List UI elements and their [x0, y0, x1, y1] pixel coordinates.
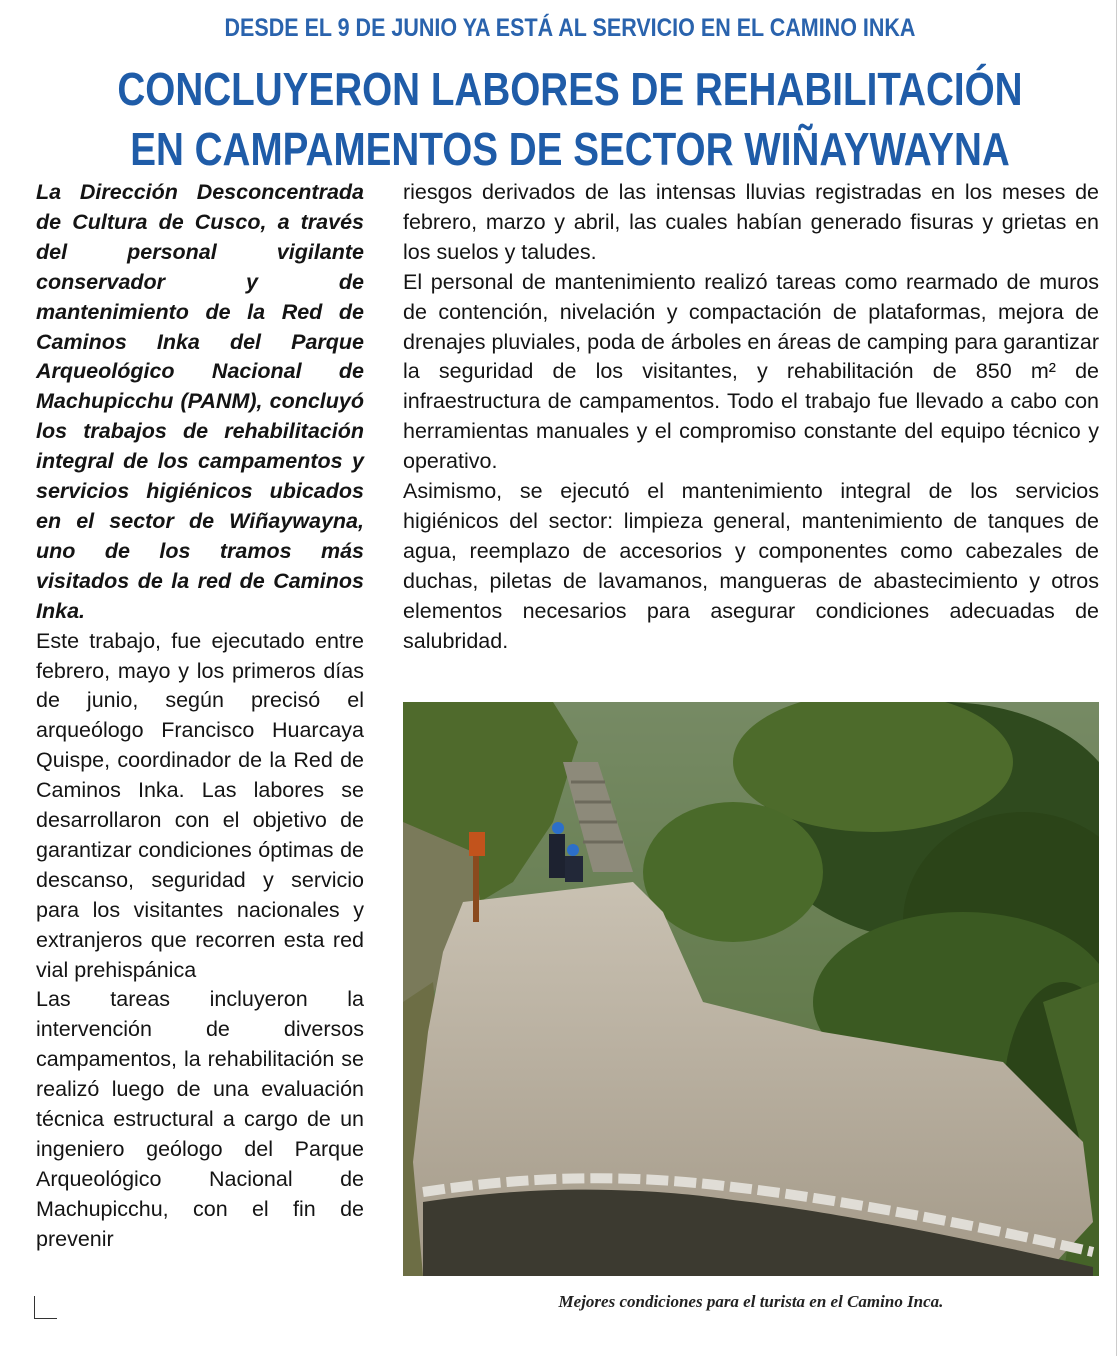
body-paragraph-5: Asimismo, se ejecutó el mantenimiento integral de los servicios higiénicos del sector: limpieza general, mantenimiento de tanques de agua, reemplazo de accesorios y componentes como cabezales de duchas, piletas de lavamanos, mangueras de abastecimiento y otros elementos necesarios para asegurar condiciones adecuadas de salubridad. — [403, 479, 1099, 653]
trail-photo — [403, 702, 1099, 1276]
headline-line-1: CONCLUYERON LABORES DE REHABILITACIÓN — [117, 63, 1023, 115]
body-paragraph-4: El personal de mantenimiento realizó tareas como rearmado de muros de contención, nivelación y compactación de plataformas, mejora de drenajes pluviales, poda de árboles en áreas de camping para garantizar la seguridad de los visitantes, y rehabilitación de 850 m² de infraestructura de campamentos. Todo el trabajo fue llevado a cabo con herramientas manuales y el compromiso constante del equipo técnico y operativo. — [403, 269, 1099, 474]
trail-photo-illustration — [403, 702, 1099, 1276]
body-paragraph-3: riesgos derivados de las intensas lluvias registradas en los meses de febrero, marzo y abril, las cuales habían generado fisuras y grietas en los suelos y taludes. — [403, 180, 1099, 264]
body-paragraph-2: Las tareas incluyeron la intervención de diversos campamentos, la rehabilitación se realizó luego de una evaluación técnica estructural a cargo de un ingeniero geólogo del Parque Arqueológico Nacional de Machupicchu, con el fin de prevenir — [36, 987, 364, 1251]
page-corner-mark — [34, 1296, 57, 1319]
left-column — [36, 178, 364, 1255]
article-kicker: DESDE EL 9 DE JUNIO YA ESTÁ AL SERVICIO EN EL CAMINO INKA — [224, 14, 916, 42]
headline-line-2: EN CAMPAMENTOS DE SECTOR WIÑAYWAYNA — [130, 123, 1010, 175]
body-paragraph-1: Este trabajo, fue ejecutado entre febrero, mayo y los primeros días de junio, según precisó el arqueólogo Francisco Huarcaya Quispe, coordinador de la Red de Caminos Inka. Las labores se desarrollaron con el objetivo de garantizar condiciones óptimas de descanso, seguridad y servicio para los visitantes nacionales y extranjeros que recorren esta red vial prehispánica — [36, 628, 364, 982]
right-column — [403, 178, 1099, 657]
photo-caption: Mejores condiciones para el turista en el Camino Inca. — [558, 1292, 944, 1311]
page-edge-rule — [1116, 0, 1117, 1356]
lead-paragraph: La Dirección Desconcentrada de Cultura de Cusco, a través del personal vigilante conservador y de mantenimiento de la Red de Caminos Inka del Parque Arqueológico Nacional de Machupicchu (PANM), concluyó los trabajos de rehabilitación integral de los campamentos y servicios higiénicos ubicados en el sector de Wiñaywayna, uno de los tramos más visitados de la red de Caminos Inka. — [36, 180, 364, 623]
